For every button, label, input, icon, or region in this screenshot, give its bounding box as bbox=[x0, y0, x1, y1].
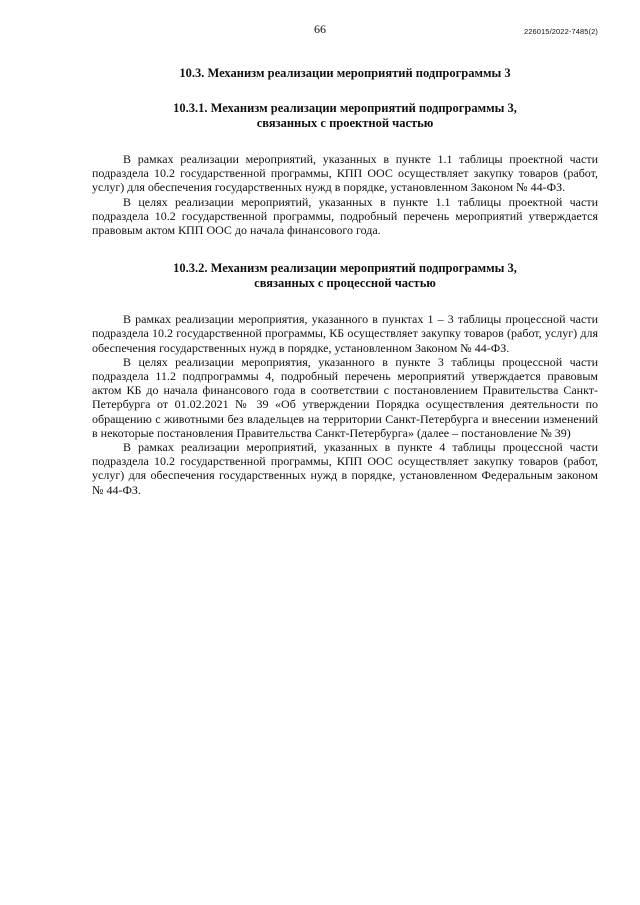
subsection-1-paragraph-1: В рамках реализации мероприятий, указанных в пункте 1.1 таблицы проектной части подраздела 10.2 государственной программы, КПП ООС осуществляет закупку товаров (работ, услуг) для обеспечения государственных нужд в порядке, установленном Законом № 44-ФЗ. bbox=[92, 152, 598, 195]
subsection-2-title-line-2: связанных с процессной частью bbox=[254, 275, 436, 290]
subsection-2-paragraph-3: В рамках реализации мероприятий, указанных в пункте 4 таблицы процессной части подраздела 10.2 государственной программы, КПП ООС осуществляет закупку товаров (работ, услуг) для обеспечения государственных нужд в порядке, установленном Федеральным законом № 44-ФЗ. bbox=[92, 440, 598, 497]
subsection-2-paragraph-2: В целях реализации мероприятия, указанного в пункте 3 таблицы процессной части подраздела 11.2 подпрограммы 4, подробный перечень мероприятий утверждается правовым актом КБ до начала финансового года в соответствии с постановлением Правительства Санкт-Петербурга от 01.02.2021 № 39 «Об утверждении Порядка осуществления деятельности по обращению с животными без владельцев на территории Санкт-Петербурга и внесении изменений в некоторые постановления Правительства Санкт-Петербурга» (далее – постановление № 39) bbox=[92, 354, 598, 440]
subsection-2-paragraph-1: В рамках реализации мероприятия, указанного в пунктах 1 – 3 таблицы процессной части подраздела 10.2 государственной программы, КБ осуществляет закупку товаров (работ, услуг) для обеспечения государственных нужд в порядке, установленном Законом № 44-ФЗ. bbox=[92, 312, 598, 355]
page-number: 66 bbox=[314, 22, 326, 36]
subsection-1-title bbox=[92, 101, 598, 130]
document-id: 226015/2022-7485(2) bbox=[523, 27, 598, 36]
page-content bbox=[92, 66, 598, 497]
subsection-2-title bbox=[92, 261, 598, 290]
section-title: 10.3. Механизм реализации мероприятий подпрограммы 3 bbox=[179, 66, 511, 80]
subsection-2-title-line-1: 10.3.2. Механизм реализации мероприятий подпрограммы 3, bbox=[173, 261, 517, 276]
subsection-1-paragraph-2: В целях реализации мероприятий, указанных в пункте 1.1 таблицы проектной части подраздела 10.2 государственной программы, подробный перечень мероприятий утверждается правовым актом КПП ООС до начала финансового года. bbox=[92, 194, 598, 238]
subsection-1-title-line-1: 10.3.1. Механизм реализации мероприятий подпрограммы 3, bbox=[173, 101, 517, 115]
subsection-1-title-line-2: связанных с проектной частью bbox=[256, 115, 434, 130]
